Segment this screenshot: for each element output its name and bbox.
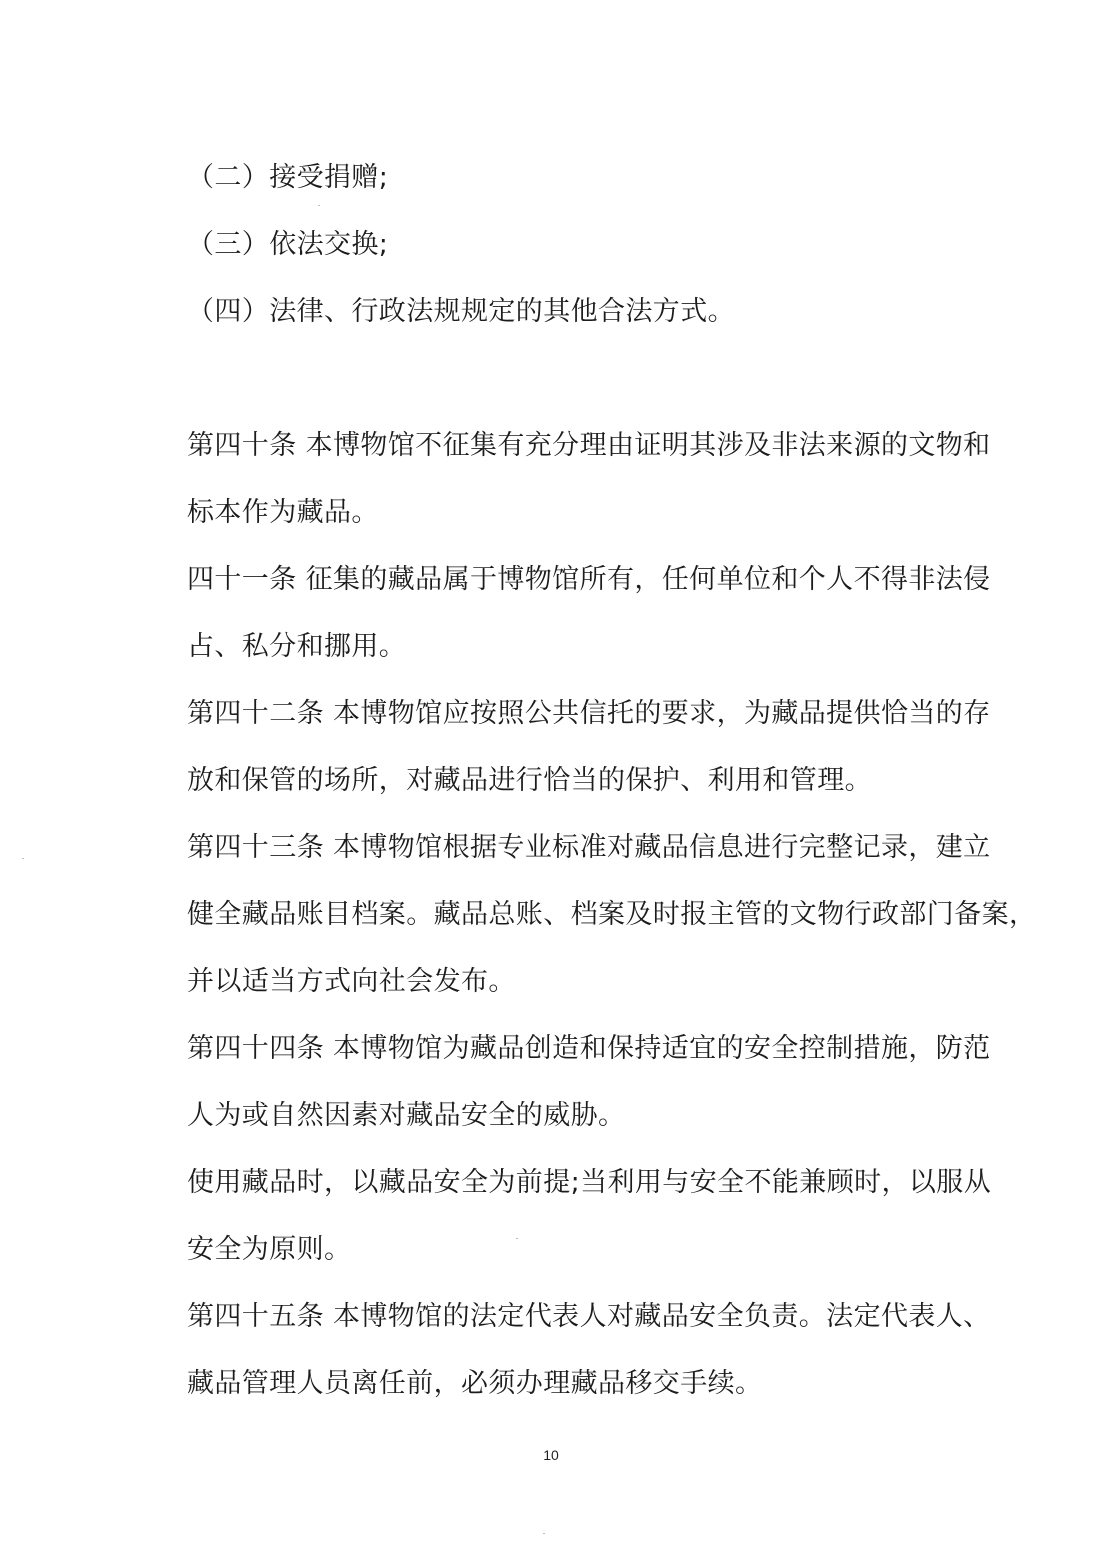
article-43-line-2: 健全藏品账目档案。藏品总账、档案及时报主管的文物行政部门备案， xyxy=(187,899,1037,930)
scan-speck xyxy=(318,205,320,206)
article-40-line-2: 标本作为藏品。 xyxy=(187,497,379,528)
article-45-line-2: 藏品管理人员离任前，必须办理藏品移交手续。 xyxy=(187,1368,763,1399)
article-44-paragraph-line-2: 安全为原则。 xyxy=(187,1234,352,1265)
article-41-line-2: 占、私分和挪用。 xyxy=(187,631,407,662)
scan-speck xyxy=(543,1533,545,1534)
article-42-line-1: 第四十二条 本博物馆应按照公共信托的要求，为藏品提供恰当的存 xyxy=(187,698,991,729)
list-item: （四）法律、行政法规规定的其他合法方式。 xyxy=(187,296,735,327)
list-item: （二）接受捐赠; xyxy=(187,162,389,193)
article-43-line-1: 第四十三条 本博物馆根据专业标准对藏品信息进行完整记录，建立 xyxy=(187,832,991,863)
article-41-line-1: 四十一条 征集的藏品属于博物馆所有，任何单位和个人不得非法侵 xyxy=(187,564,991,595)
article-40-line-1: 第四十条 本博物馆不征集有充分理由证明其涉及非法来源的文物和 xyxy=(187,430,991,461)
article-42-line-2: 放和保管的场所，对藏品进行恰当的保护、利用和管理。 xyxy=(187,765,872,796)
scan-speck xyxy=(22,858,24,859)
list-item: （三）依法交换; xyxy=(187,229,389,260)
article-44-line-2: 人为或自然因素对藏品安全的威胁。 xyxy=(187,1100,626,1131)
page-number: 10 xyxy=(543,1447,559,1463)
scan-speck xyxy=(516,1238,518,1239)
article-44-paragraph-line-1: 使用藏品时，以藏品安全为前提;当利用与安全不能兼顾时，以服从 xyxy=(187,1167,992,1198)
article-45-line-1: 第四十五条 本博物馆的法定代表人对藏品安全负责。法定代表人、 xyxy=(187,1301,991,1332)
article-43-line-3: 并以适当方式向社会发布。 xyxy=(187,966,516,997)
article-44-line-1: 第四十四条 本博物馆为藏品创造和保持适宜的安全控制措施，防范 xyxy=(187,1033,991,1064)
